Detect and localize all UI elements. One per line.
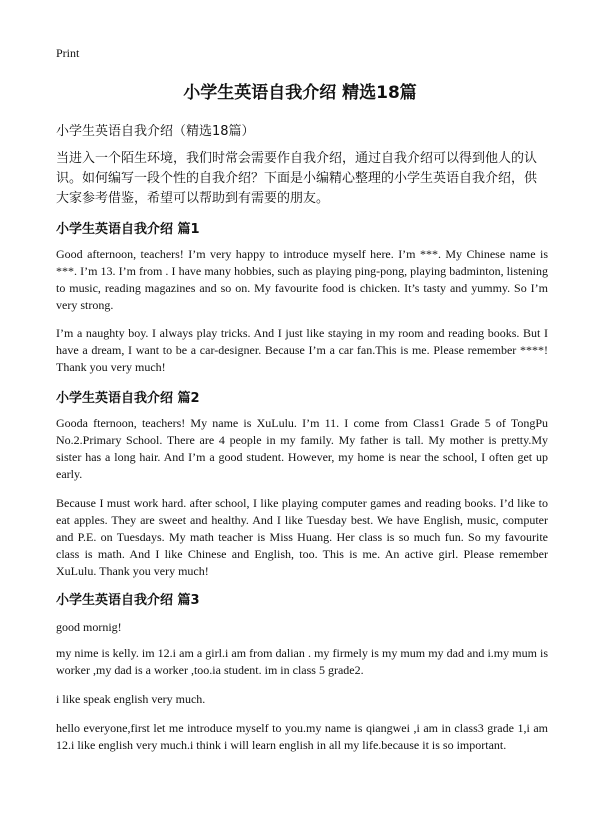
section-1-paragraph-2: I’m a naughty boy. I always play tricks. And I just like staying in my room and reading books. But I have a dream, I want to be a car-designer. Because I’m a car fan.This is me. Please remember ****! Thank you very much!	[56, 326, 548, 374]
section-3-paragraph-2: my nime is kelly. im 12.i am a girl.i am from dalian . my firmely is my mum my dad and i.my mum is worker ,my dad is a worker ,too.ia student. im in class 5 grade2.	[56, 646, 548, 677]
section-3-paragraph-1: good mornig!	[56, 620, 122, 634]
section-2-paragraph-2: Because I must work hard. after school, I like playing computer games and reading books. I’d like to eat apples. They are sweet and healthy. And I like Tuesday best. We have English, music, computer and P.E. on Tuesdays. My math teacher is Miss Huang. Her class is so much fun. So my favourite class is math. And I like Chinese and English, too. This is me. An active girl. Please remember XuLulu. Thank you very much!	[56, 496, 548, 578]
document-subtitle: 小学生英语自我介绍（精选18篇）	[56, 124, 255, 139]
print-label[interactable]: Print	[56, 46, 80, 60]
section-heading-2: 小学生英语自我介绍 篇2	[56, 391, 200, 406]
intro-paragraph: 当进入一个陌生环境，我们时常会需要作自我介绍，通过自我介绍可以得到他人的认识。如何编写一段个性的自我介绍？下面是小编精心整理的小学生英语自我介绍，供大家参考借鉴，希望可以帮助到有需要的朋友。	[56, 151, 538, 206]
section-3-paragraph-4: hello everyone,first let me introduce myself to you.my name is qiangwei ,i am in class3 grade 1,i am 12.i like english very much.i think i will learn english in all my life.because it is so important.	[56, 721, 548, 752]
section-2-paragraph-1: Gooda fternoon, teachers! My name is XuLulu. I’m 11. I come from Class1 Grade 5 of TongPu No.2.Primary School. There are 4 people in my family. My father is tall. My mother is pretty.My sister has a long hair. And I’m a good student. However, my home is near the school, I often get up early.	[56, 416, 548, 481]
section-3-paragraph-3: i like speak english very much.	[56, 692, 206, 706]
section-heading-3: 小学生英语自我介绍 篇3	[56, 593, 200, 608]
section-heading-1: 小学生英语自我介绍 篇1	[56, 222, 200, 237]
page-title: 小学生英语自我介绍 精选18篇	[183, 83, 417, 103]
section-1-paragraph-1: Good afternoon, teachers! I’m very happy to introduce myself here. I’m ***. My Chinese name is ***. I’m 13. I’m from . I have many hobbies, such as playing ping-pong, playing badminton, listening to music, reading magazines and so on. My favourite food is chicken. It’s tasty and yummy. So I’m very strong.	[56, 247, 548, 312]
